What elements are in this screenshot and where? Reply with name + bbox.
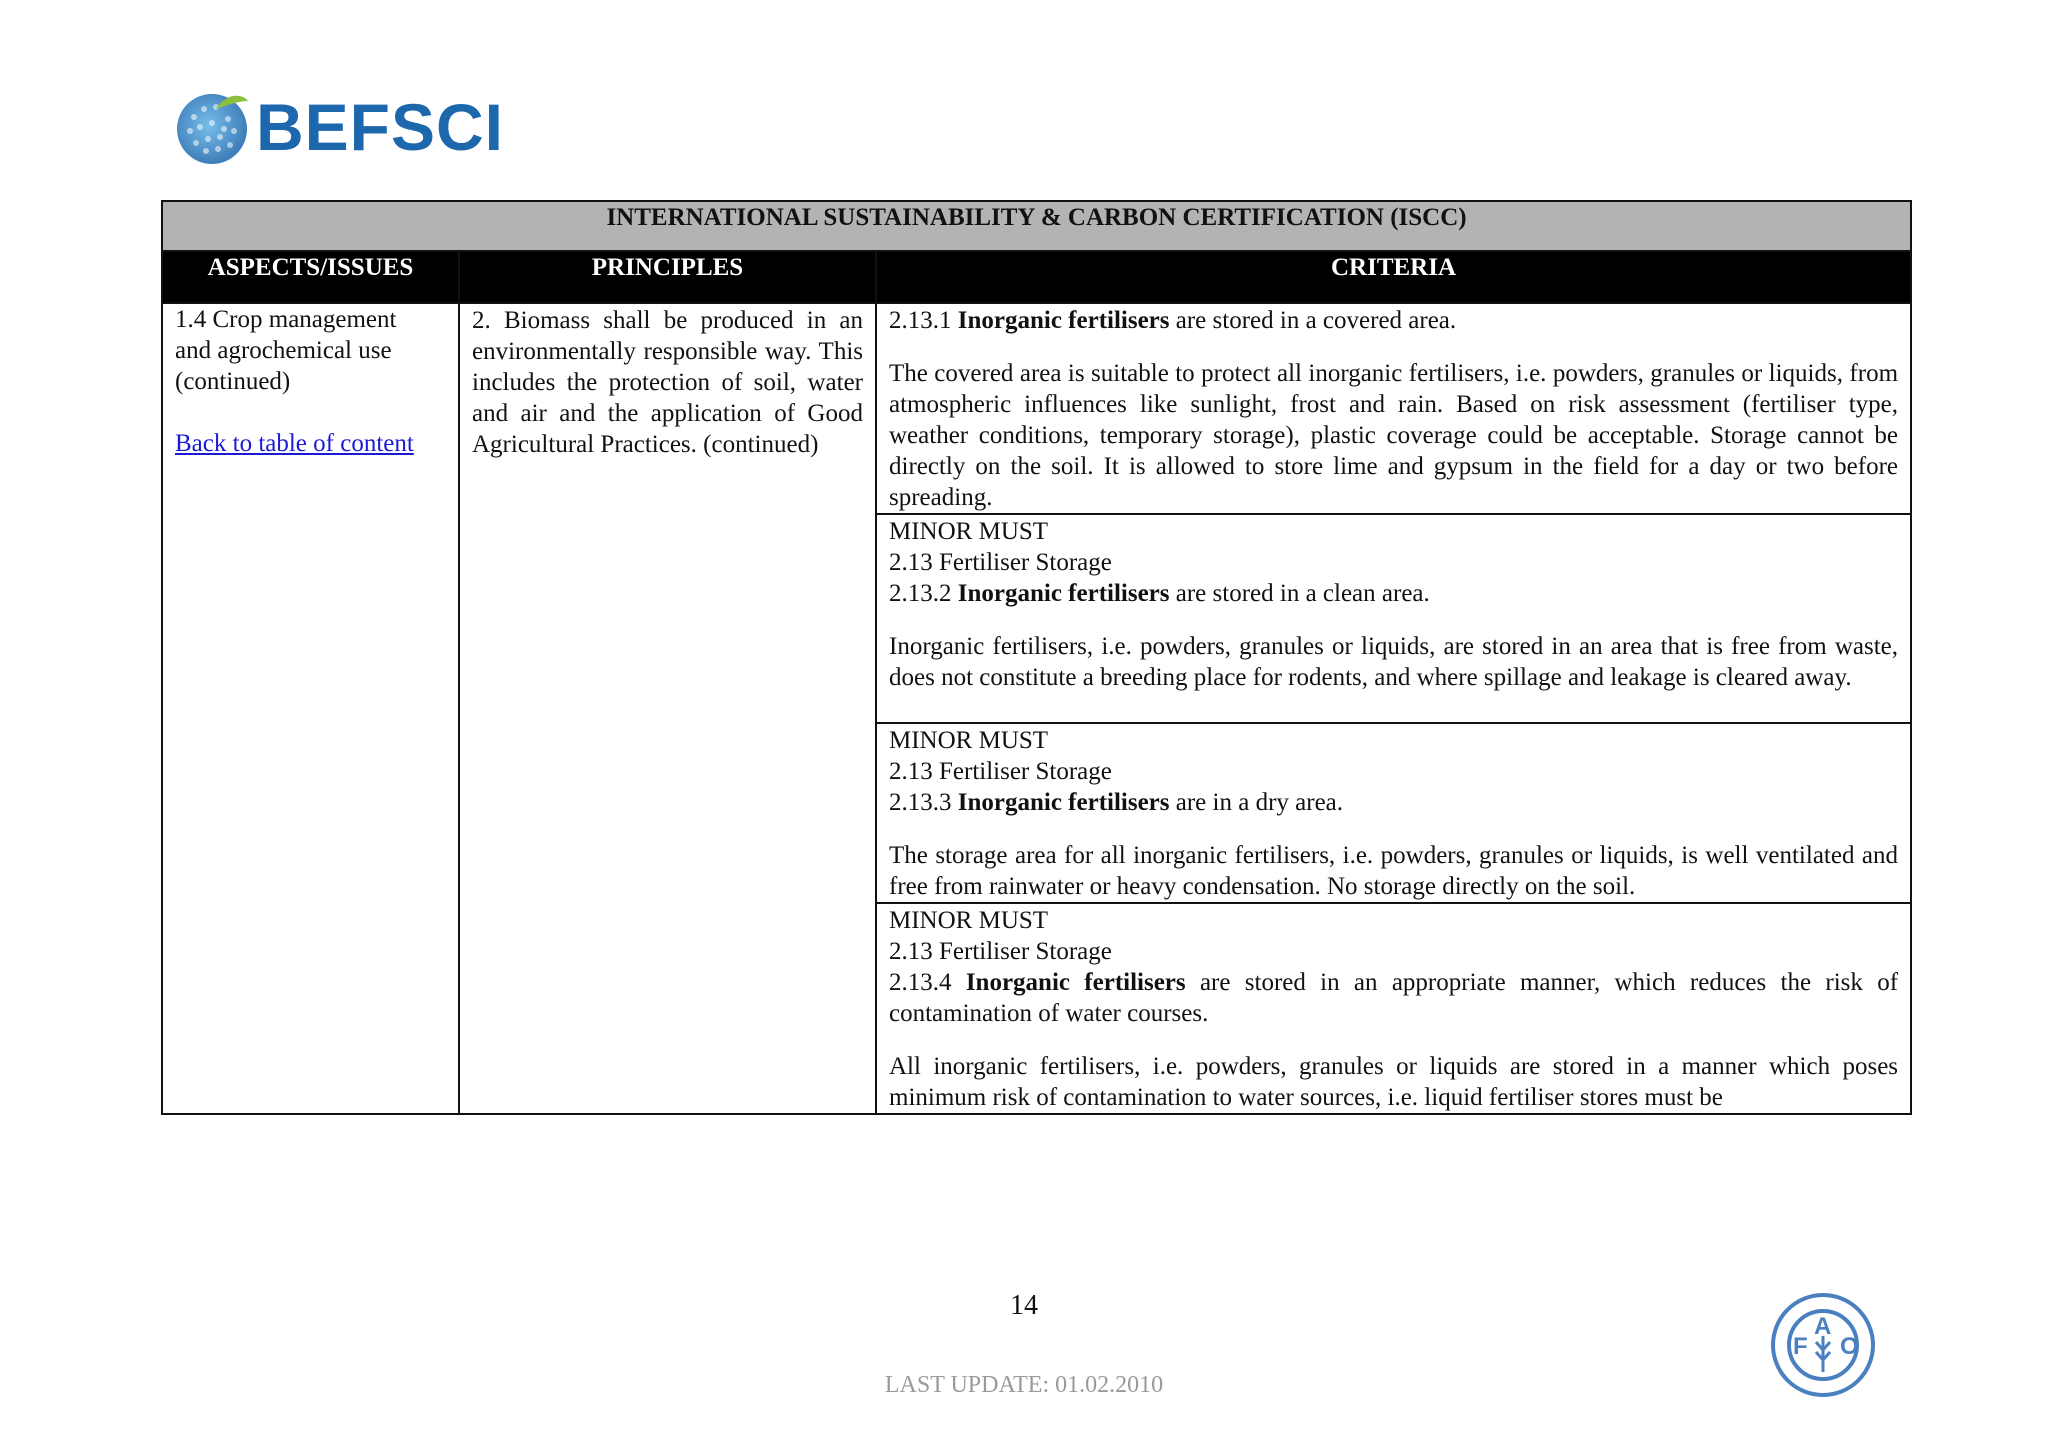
criterion-subject: Inorganic fertilisers xyxy=(957,789,1170,816)
criterion-code: 2.13.1 xyxy=(889,307,952,334)
fao-logo xyxy=(1768,1290,1878,1405)
logo-text: BEFSCI xyxy=(256,90,505,164)
globe-icon xyxy=(172,87,252,167)
svg-text:F: F xyxy=(1793,1333,1808,1360)
column-header-criteria: CRITERIA xyxy=(876,251,1911,303)
principle-cell: 2. Biomass shall be produced in an environmentally responsible way. This includes the protection of soil, water and air and the application of Good Agricultural Practices. (continued) xyxy=(459,303,876,1114)
criterion-detail: The storage area for all inorganic fertilisers, i.e. powders, granules or liquids, is well ventilated and free from rainwater or heavy condensation. No storage directly on the soil. xyxy=(889,842,1899,900)
criterion-detail: The covered area is suitable to protect all inorganic fertilisers, i.e. powders, granules or liquids, from atmospheric influences like sunlight, frost and rain. Based on risk assessment (fertiliser type, weather conditions, temporary storage), plastic coverage could be acceptable. Storage cannot be directly on the soil. It is allowed to store lime and gypsum in the field for a day or two before spreading. xyxy=(889,360,1899,511)
table-title: INTERNATIONAL SUSTAINABILITY & CARBON CERTIFICATION (ISCC) xyxy=(162,201,1911,251)
criterion-section: 2.13 Fertiliser Storage xyxy=(889,758,1112,785)
svg-text:A: A xyxy=(1814,1313,1832,1340)
criterion-code: 2.13.2 xyxy=(889,580,952,607)
criterion-cell xyxy=(876,723,1911,903)
aspect-line: and agrochemical use xyxy=(175,337,392,364)
fao-emblem-icon xyxy=(1768,1290,1878,1400)
aspect-cell xyxy=(162,303,459,1114)
criterion-detail: Inorganic fertilisers, i.e. powders, granules or liquids, are stored in an area that is free from waste, does not constitute a breeding place for rodents, and where spillage and leakage is cleared away. xyxy=(889,633,1899,691)
criterion-section: 2.13 Fertiliser Storage xyxy=(889,549,1112,576)
criterion-text: are stored in a covered area. xyxy=(1175,307,1457,334)
criterion-level: MINOR MUST xyxy=(889,727,1049,754)
aspect-line: 1.4 Crop management xyxy=(175,306,397,333)
criterion-cell xyxy=(876,303,1911,514)
befsci-logo xyxy=(172,84,504,170)
criterion-detail: All inorganic fertilisers, i.e. powders, granules or liquids are stored in a manner which poses minimum risk of contamination to water sources, i.e. liquid fertiliser stores must be xyxy=(889,1053,1899,1111)
iscc-criteria-table xyxy=(161,200,1912,1115)
criterion-subject: Inorganic fertilisers xyxy=(965,969,1186,996)
criterion-code: 2.13.4 xyxy=(889,969,952,996)
criterion-section: 2.13 Fertiliser Storage xyxy=(889,938,1112,965)
criterion-cell xyxy=(876,514,1911,723)
svg-text:O: O xyxy=(1840,1333,1859,1360)
criterion-code: 2.13.3 xyxy=(889,789,952,816)
column-header-aspects: ASPECTS/ISSUES xyxy=(162,251,459,303)
criterion-level: MINOR MUST xyxy=(889,907,1049,934)
criterion-text: are in a dry area. xyxy=(1175,789,1344,816)
criterion-cell xyxy=(876,903,1911,1114)
criterion-subject: Inorganic fertilisers xyxy=(957,307,1170,334)
column-header-principles: PRINCIPLES xyxy=(459,251,876,303)
criterion-text: are stored in an appropriate manner, which reduces the risk of contamination of water courses. xyxy=(889,969,1899,1027)
criterion-subject: Inorganic fertilisers xyxy=(957,580,1170,607)
last-update: LAST UPDATE: 01.02.2010 xyxy=(884,1372,1164,1398)
criterion-text: are stored in a clean area. xyxy=(1175,580,1430,607)
page-number: 14 xyxy=(1010,1290,1038,1321)
aspect-line: (continued) xyxy=(175,368,291,395)
back-to-toc-link[interactable]: Back to table of content xyxy=(175,430,414,457)
criterion-level: MINOR MUST xyxy=(889,518,1049,545)
